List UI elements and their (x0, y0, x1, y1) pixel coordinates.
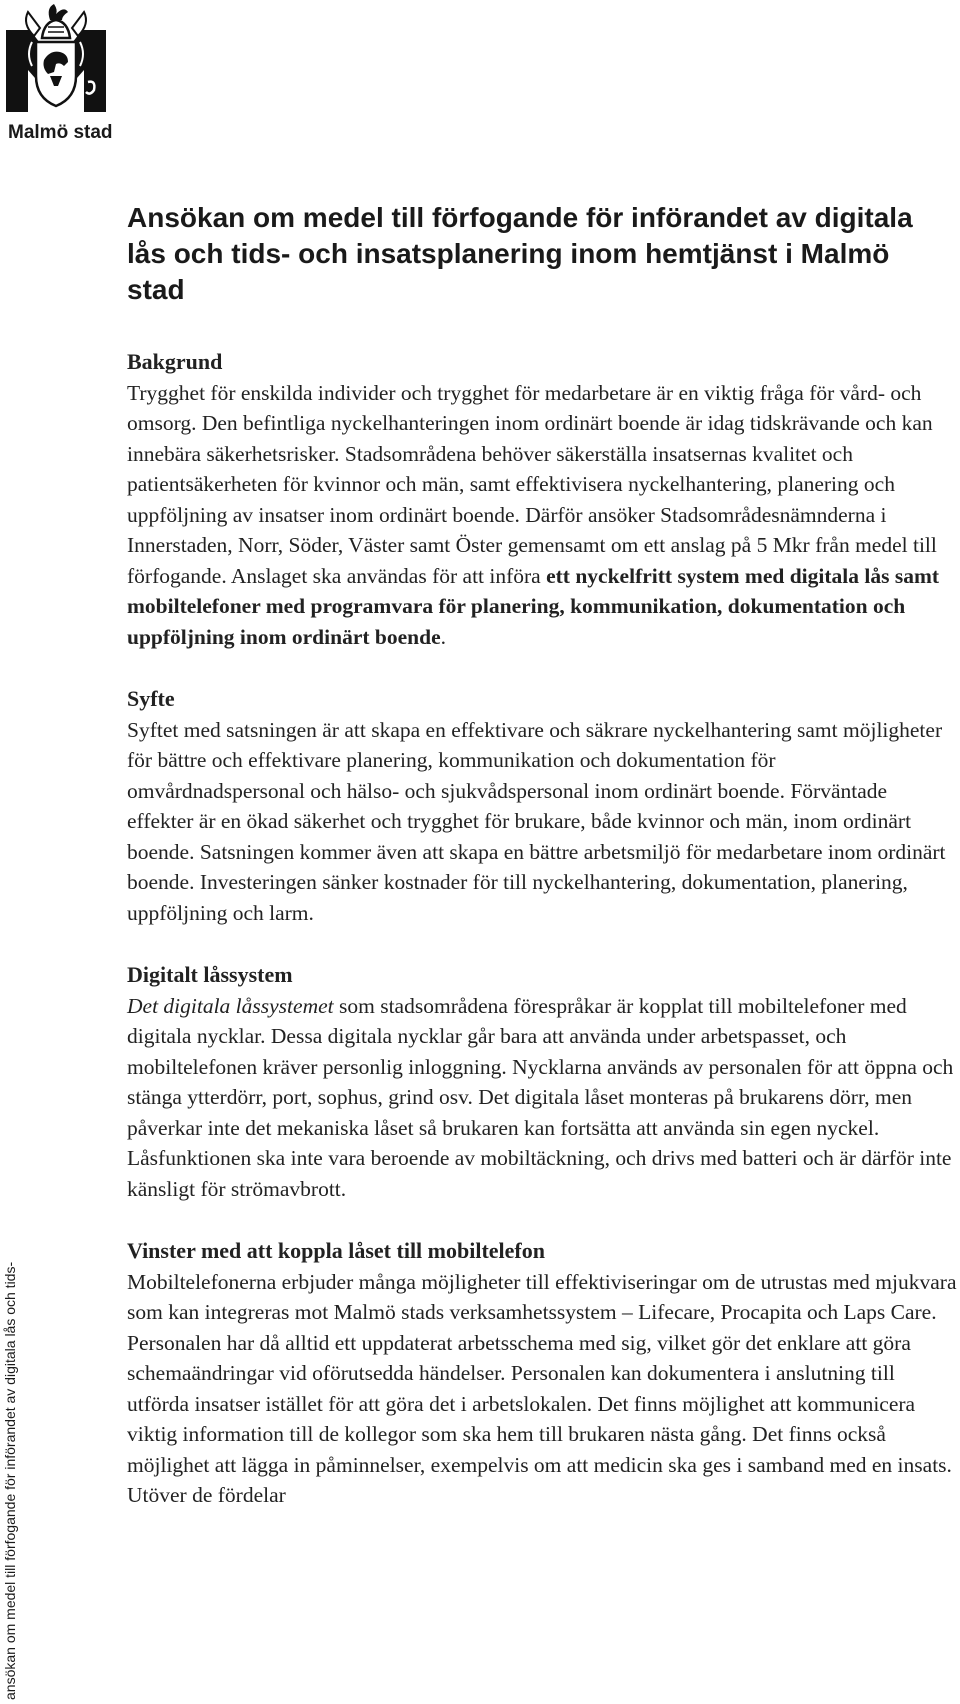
section-heading-vinster: Vinster med att koppla låset till mobiltelefon (127, 1238, 545, 1263)
section-lassystem (127, 960, 957, 1204)
coat-of-arms-icon (6, 2, 106, 114)
document-body (127, 347, 957, 1511)
section-text-syfte: Syftet med satsningen är att skapa en effektivare och säkrare nyckelhantering samt möjligheter för bättre och effektivare planering, kommunikation och dokumentation för omvårdnadspersonal och hälso- och sjukvådspersonal inom ordinärt boende. Förväntade effekter är en ökad säkerhet och trygghet för brukare, både kvinnor och män, inom ordinärt boende. Satsningen kommer även att skapa en bättre arbetsmiljö för medarbetare inom ordinärt boende. Investeringen sänker kostnader för till nyckelhantering, dokumentation, planering, uppföljning och larm. (127, 717, 946, 925)
logo-text: Malmö stad (8, 122, 113, 143)
lassystem-text: som stadsområdena förespråkar är kopplat till mobiltelefoner med digitala nycklar. Dessa digitala nycklar går bara att använda under arbetspasset, och mobiltelefonen kräver personlig inloggning. Nycklarna används av personalen för att öppna och stänga ytterdörr, port, sophus, grind osv. Det digitala låset monteras på brukarens dörr, men påverkar inte det mekaniska låset så brukaren kan fortsätta att använda sin egen nyckel. Låsfunktionen ska inte vara beroende av mobiltäckning, och drivs med batteri och är därför inte känsligt för strömavbrott. (127, 993, 954, 1201)
section-heading-syfte: Syfte (127, 686, 175, 711)
lassystem-italic-text: Det digitala låssystemet (127, 993, 334, 1018)
malmo-logo (6, 2, 113, 143)
bakgrund-text-part2: . (440, 624, 446, 649)
section-text-bakgrund (127, 378, 957, 653)
section-vinster (127, 1236, 957, 1511)
section-heading-lassystem: Digitalt låssystem (127, 962, 293, 987)
section-syfte (127, 684, 957, 928)
section-text-vinster: Mobiltelefonerna erbjuder många möjligheter till effektiviseringar om de utrustas med mjukvara som kan integreras mot Malmö stads verksamhetssystem – Lifecare, Procapita och Laps Care. Personalen har då alltid ett uppdaterat arbetsschema med sig, vilket gör det enklare att göra schemaändringar vid oförutsedda händelser. Personalen kan dokumentera i anslutning till utförda insatser istället för att göra det i arbetslokalen. Det finns möjlighet att kommunicera viktig information till de kollegor som ska hem till brukaren nästa gång. Det finns också möjlighet att lägga in påminnelser, exempelvis om att medicin ska ges i samband med en insats. Utöver de fördelar (127, 1269, 957, 1507)
bakgrund-text-part1: Trygghet för enskilda individer och trygghet för medarbetare är en viktig fråga för vård- och omsorg. Den befintliga nyckelhanteringen inom ordinärt boende är idag tidskrävande och kan innebära säkerhetsrisker. Stadsområdena behöver säkerställa insatsernas kvalitet och patientsäkerheten för kvinnor och män, samt effektivisera nyckelhantering, planering och uppföljning av insatser inom ordinärt boende. Därför ansöker Stadsområdesnämnderna i Innerstaden, Norr, Söder, Väster samt Öster gemensamt om ett anslag på 5 Mkr från medel till förfogande. Anslaget ska användas för att införa (127, 380, 937, 588)
section-heading-bakgrund: Bakgrund (127, 349, 223, 374)
section-bakgrund (127, 347, 957, 652)
document-title: Ansökan om medel till förfogande för införandet av digitala lås och tids- och insatsplanering inom hemtjänst i Malmö stad (127, 202, 913, 305)
vertical-side-text: ansökan om medel till förfogande för införandet av digitala lås och tids- (2, 1261, 18, 1700)
bakgrund-bold-text: ett nyckelfritt system med digitala lås samt mobiltelefoner med programvara för planering, kommunikation, dokumentation och uppföljning inom ordinärt boende (127, 563, 940, 649)
section-text-lassystem (127, 991, 957, 1205)
